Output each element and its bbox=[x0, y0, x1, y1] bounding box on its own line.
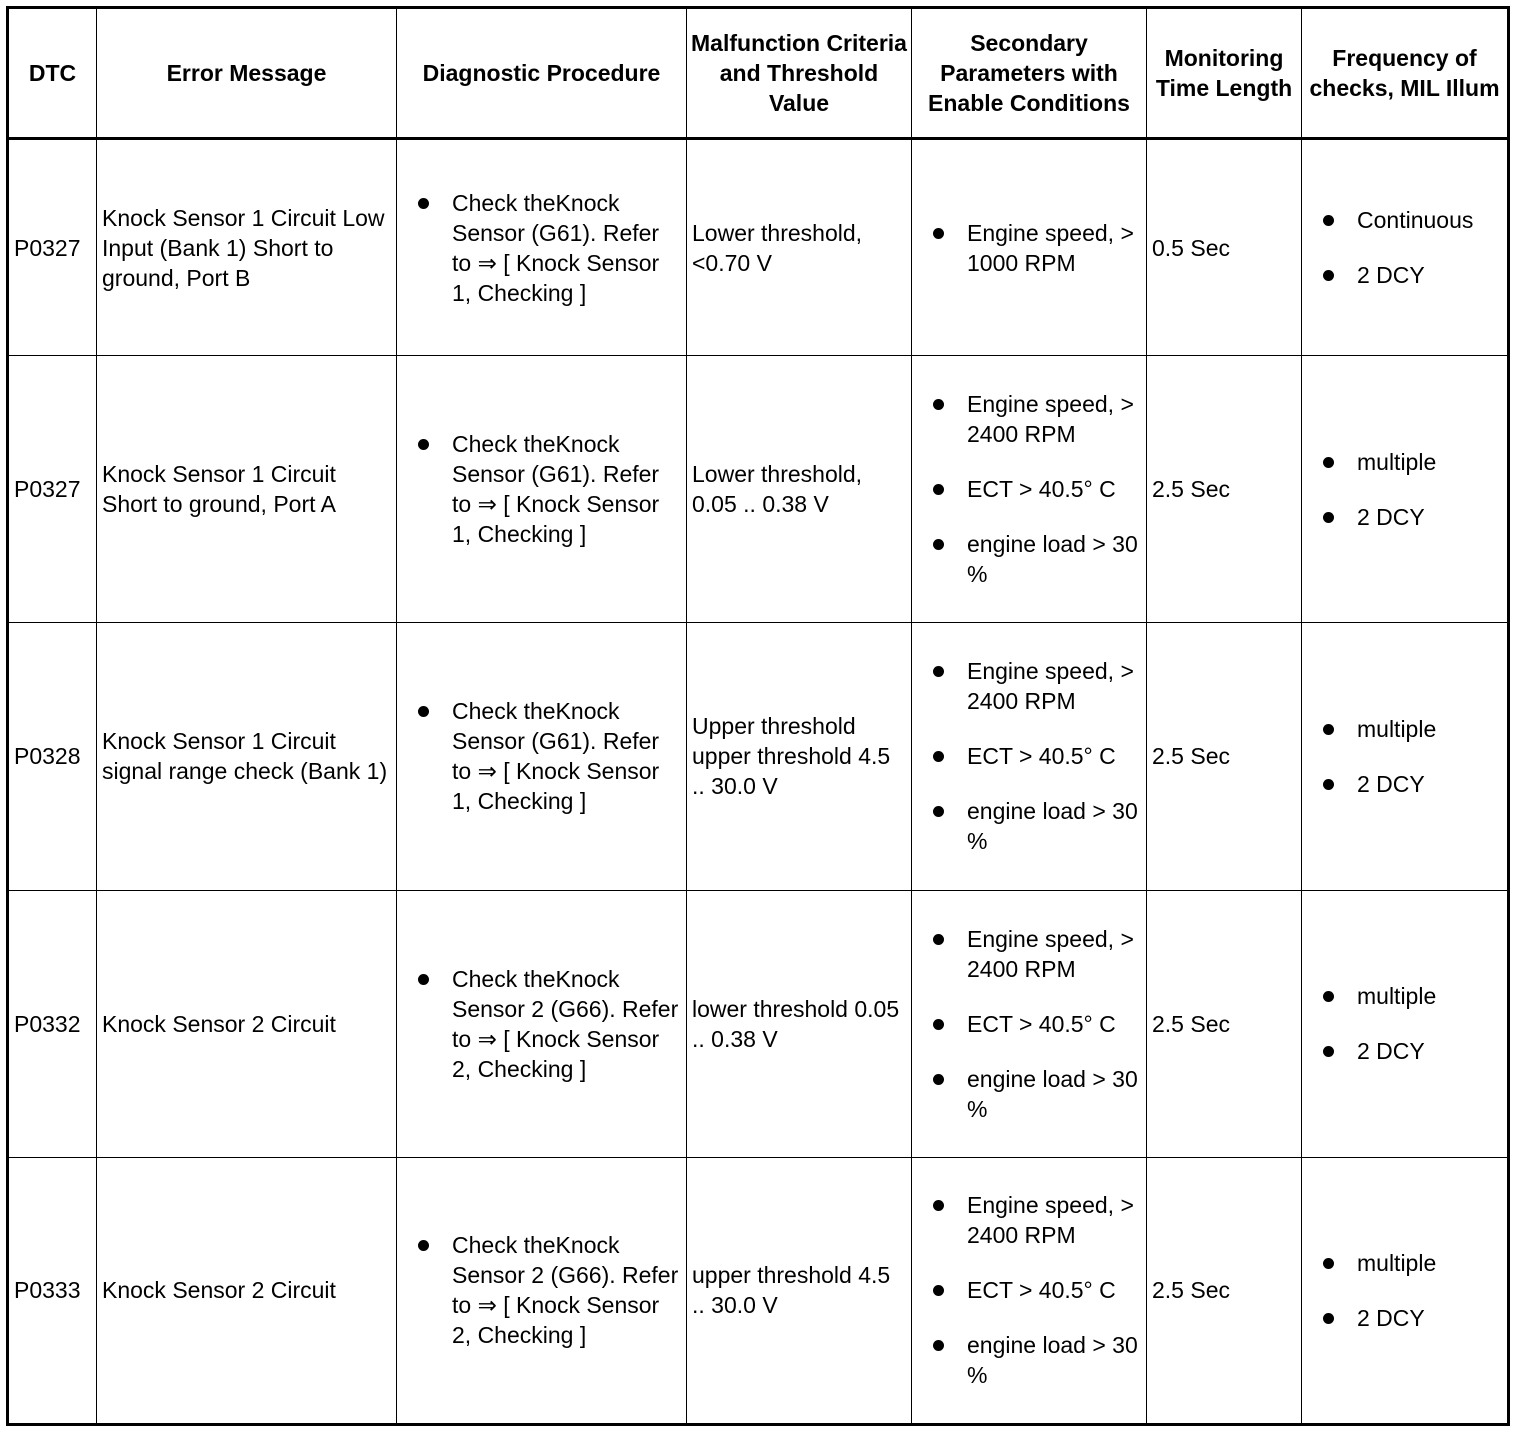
secondary-parameter: Engine speed, > 2400 RPM bbox=[917, 1190, 1141, 1250]
procedure-item: Check theKnock Sensor (G61). Refer to ⇒ [ Knock Sensor 1, Checking ] bbox=[402, 188, 681, 308]
frequency bbox=[1302, 139, 1509, 356]
header-frequency: Frequency of checks, MIL Illum bbox=[1302, 8, 1509, 139]
header-dtc: DTC bbox=[8, 8, 97, 139]
secondary-parameter: ECT > 40.5° C bbox=[917, 1009, 1141, 1039]
frequency-item: multiple bbox=[1307, 447, 1502, 477]
table-row bbox=[8, 139, 1509, 356]
error-message: Knock Sensor 1 Circuit Low Input (Bank 1) Short to ground, Port B bbox=[97, 139, 397, 356]
malfunction-criteria: upper threshold 4.5 .. 30.0 V bbox=[687, 1157, 912, 1424]
secondary-parameters bbox=[912, 890, 1147, 1157]
procedure-item: Check theKnock Sensor (G61). Refer to ⇒ [ Knock Sensor 1, Checking ] bbox=[402, 696, 681, 816]
secondary-parameter: ECT > 40.5° C bbox=[917, 474, 1141, 504]
secondary-parameters bbox=[912, 356, 1147, 623]
frequency bbox=[1302, 890, 1509, 1157]
monitoring-time: 2.5 Sec bbox=[1147, 623, 1302, 890]
monitoring-time: 2.5 Sec bbox=[1147, 1157, 1302, 1424]
header-malfunction-criteria: Malfunction Criteria and Threshold Value bbox=[687, 8, 912, 139]
malfunction-criteria: Lower threshold, 0.05 .. 0.38 V bbox=[687, 356, 912, 623]
procedure-item: Check theKnock Sensor (G61). Refer to ⇒ [ Knock Sensor 1, Checking ] bbox=[402, 429, 681, 549]
secondary-parameter: engine load > 30 % bbox=[917, 529, 1141, 589]
dtc-code: P0333 bbox=[8, 1157, 97, 1424]
error-message: Knock Sensor 1 Circuit Short to ground, Port A bbox=[97, 356, 397, 623]
dtc-code: P0332 bbox=[8, 890, 97, 1157]
dtc-code: P0327 bbox=[8, 356, 97, 623]
malfunction-criteria: lower threshold 0.05 .. 0.38 V bbox=[687, 890, 912, 1157]
secondary-parameter: ECT > 40.5° C bbox=[917, 741, 1141, 771]
secondary-parameter: Engine speed, > 2400 RPM bbox=[917, 924, 1141, 984]
monitoring-time: 0.5 Sec bbox=[1147, 139, 1302, 356]
header-monitoring-time: Monitoring Time Length bbox=[1147, 8, 1302, 139]
frequency-item: Continuous bbox=[1307, 205, 1502, 235]
header-row bbox=[8, 8, 1509, 139]
secondary-parameter: engine load > 30 % bbox=[917, 1064, 1141, 1124]
diagnostic-procedure bbox=[397, 139, 687, 356]
table-row bbox=[8, 890, 1509, 1157]
procedure-item: Check theKnock Sensor 2 (G66). Refer to ⇒ [ Knock Sensor 2, Checking ] bbox=[402, 1230, 681, 1350]
dtc-code: P0328 bbox=[8, 623, 97, 890]
dtc-table bbox=[6, 6, 1510, 1426]
monitoring-time: 2.5 Sec bbox=[1147, 356, 1302, 623]
secondary-parameters bbox=[912, 139, 1147, 356]
table-row bbox=[8, 356, 1509, 623]
diagnostic-procedure bbox=[397, 890, 687, 1157]
secondary-parameters bbox=[912, 1157, 1147, 1424]
diagnostic-procedure bbox=[397, 623, 687, 890]
secondary-parameter: Engine speed, > 2400 RPM bbox=[917, 656, 1141, 716]
table-row bbox=[8, 623, 1509, 890]
procedure-item: Check theKnock Sensor 2 (G66). Refer to ⇒ [ Knock Sensor 2, Checking ] bbox=[402, 964, 681, 1084]
secondary-parameter: Engine speed, > 2400 RPM bbox=[917, 389, 1141, 449]
frequency-item: 2 DCY bbox=[1307, 1303, 1502, 1333]
table-row bbox=[8, 1157, 1509, 1424]
header-error-message: Error Message bbox=[97, 8, 397, 139]
secondary-parameter: Engine speed, > 1000 RPM bbox=[917, 218, 1141, 278]
error-message: Knock Sensor 2 Circuit bbox=[97, 1157, 397, 1424]
secondary-parameter: engine load > 30 % bbox=[917, 1330, 1141, 1390]
frequency-item: 2 DCY bbox=[1307, 769, 1502, 799]
frequency-item: 2 DCY bbox=[1307, 502, 1502, 532]
frequency-item: 2 DCY bbox=[1307, 260, 1502, 290]
diagnostic-procedure bbox=[397, 1157, 687, 1424]
secondary-parameters bbox=[912, 623, 1147, 890]
dtc-code: P0327 bbox=[8, 139, 97, 356]
frequency bbox=[1302, 1157, 1509, 1424]
frequency-item: multiple bbox=[1307, 1248, 1502, 1278]
header-diagnostic-procedure: Diagnostic Procedure bbox=[397, 8, 687, 139]
monitoring-time: 2.5 Sec bbox=[1147, 890, 1302, 1157]
secondary-parameter: engine load > 30 % bbox=[917, 796, 1141, 856]
malfunction-criteria: Upper threshold upper threshold 4.5 .. 30.0 V bbox=[687, 623, 912, 890]
error-message: Knock Sensor 2 Circuit bbox=[97, 890, 397, 1157]
error-message: Knock Sensor 1 Circuit signal range check (Bank 1) bbox=[97, 623, 397, 890]
frequency bbox=[1302, 623, 1509, 890]
frequency-item: multiple bbox=[1307, 981, 1502, 1011]
secondary-parameter: ECT > 40.5° C bbox=[917, 1275, 1141, 1305]
diagnostic-procedure bbox=[397, 356, 687, 623]
frequency-item: multiple bbox=[1307, 714, 1502, 744]
frequency-item: 2 DCY bbox=[1307, 1036, 1502, 1066]
frequency bbox=[1302, 356, 1509, 623]
malfunction-criteria: Lower threshold, <0.70 V bbox=[687, 139, 912, 356]
header-secondary-parameters: Secondary Parameters with Enable Conditions bbox=[912, 8, 1147, 139]
